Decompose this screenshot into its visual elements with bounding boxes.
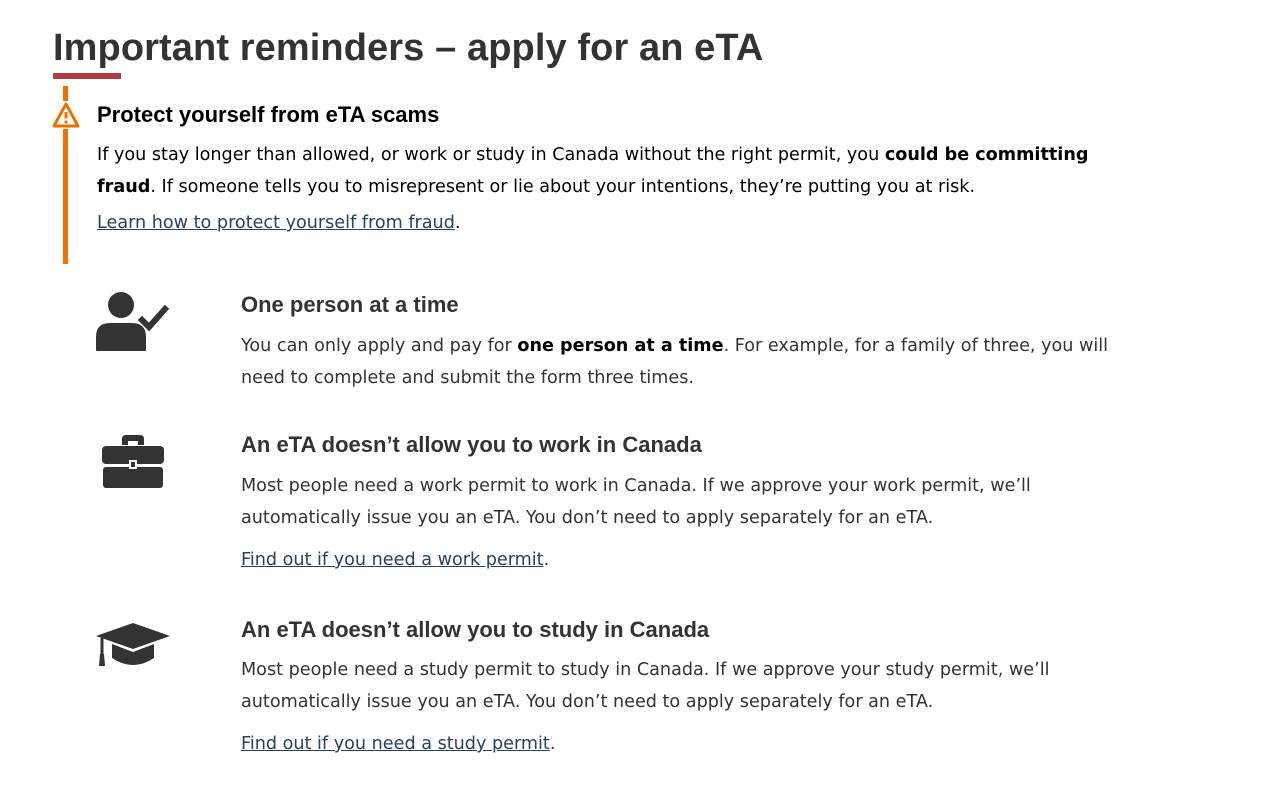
study-permit-link[interactable]: Find out if you need a study permit (241, 734, 550, 754)
user-check-icon (95, 290, 171, 352)
item-bold-text: one person at a time (517, 336, 724, 356)
briefcase-icon (102, 435, 164, 489)
work-permit-link[interactable]: Find out if you need a work permit (241, 550, 544, 570)
link-period: . (549, 734, 556, 754)
alert-heading: Protect yourself from eTA scams (97, 102, 440, 127)
work-link-line (241, 544, 1141, 576)
item-heading-one-person: One person at a time (241, 292, 459, 317)
warning-triangle-icon (52, 101, 80, 129)
item-text-part: You can only apply and pay for (241, 336, 518, 356)
item-text-study: Most people need a study permit to study in Canada. If we approve your study permit, we’ll automatically issue you an eTA. You don’t need to apply separately for an eTA. (241, 660, 1050, 712)
graduation-cap-icon (95, 622, 171, 670)
alert-bold-text: could be committing fraud (97, 145, 1089, 197)
item-text-work: Most people need a work permit to work in Canada. If we approve your work permit, we’ll automatically issue you an eTA. You don’t need to apply separately for an eTA. (241, 476, 1031, 528)
item-heading-study: An eTA doesn’t allow you to study in Canada (241, 617, 710, 642)
item-text-one-person (241, 330, 1141, 394)
item-text-part-end: . For example, for a family of three, you will need to complete and submit the form three times. (241, 336, 1109, 388)
item-heading-work: An eTA doesn’t allow you to work in Canada (241, 432, 702, 457)
protect-fraud-link[interactable]: Learn how to protect yourself from fraud (97, 213, 455, 233)
link-period: . (454, 213, 461, 233)
alert-text-end: . If someone tells you to misrepresent or lie about your intentions, they’re putting you at risk. (150, 177, 976, 197)
page-title: Important reminders – apply for an eTA (53, 27, 764, 69)
alert-link-line (97, 207, 997, 239)
alert-paragraph (97, 139, 1137, 203)
link-period: . (543, 550, 550, 570)
alert-text: If you stay longer than allowed, or work or study in Canada without the right permit, you (97, 145, 885, 165)
study-link-line (241, 728, 1141, 760)
title-underline (53, 73, 121, 79)
